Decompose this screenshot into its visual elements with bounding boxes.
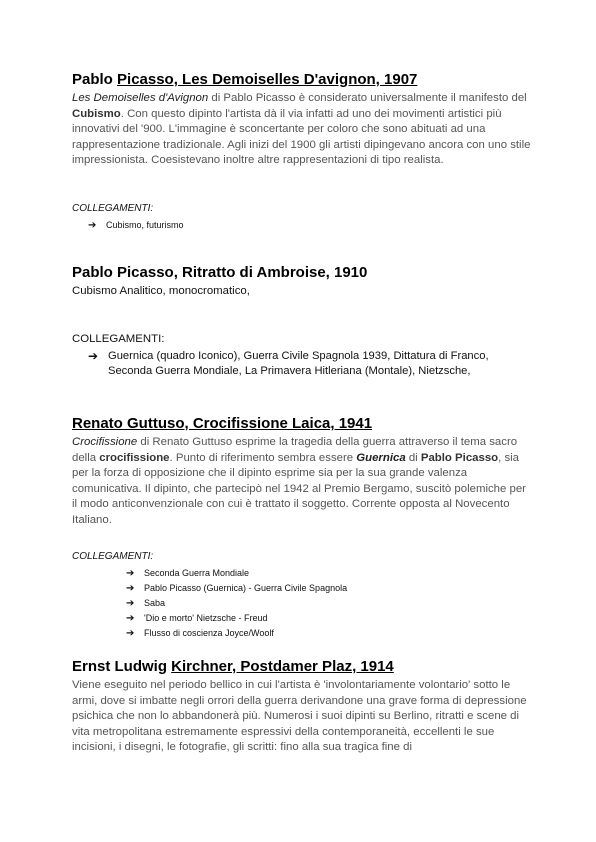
links-block — [72, 203, 532, 233]
bold-text: crocifissione — [99, 451, 170, 464]
list-item-text: Cubismo, futurismo — [106, 220, 184, 230]
section-body: Cubismo Analitico, monocromatico, — [72, 285, 250, 297]
body-text: di — [405, 451, 421, 464]
section-body: Viene eseguito nel periodo bellico in cui l'artista è 'involontariamente volontario' sotto le armi, dove si imbatte negli orrori della guerra derivandone una grave forma di depressione psichica che non lo abbandonerà più. Numerosi i suoi dipinti su Berlino, ritratti e scene di vita metropolitana estremamente espressivi della contemporaneità, eccellenti le sue incisioni, i disegni, le fotografie, gli scritti: fino alla sua tragica fine di — [72, 679, 527, 754]
title-underlined: Picasso, Les Demoiselles D'avignon, 1907 — [117, 71, 418, 88]
links-list — [126, 566, 532, 641]
section-body — [72, 435, 532, 529]
bold-italic-text: Guernica — [356, 451, 406, 464]
list-item — [88, 349, 532, 379]
body-text: di Renato Guttuso esprime la tragedia della guerra attraverso il tema sacro della — [72, 436, 518, 464]
section-kirchner — [72, 658, 532, 756]
section-title — [72, 71, 532, 89]
italic-text: Crocifissione — [72, 436, 138, 448]
body-text: . Punto di riferimento sembra essere — [169, 451, 357, 464]
title-prefix: Pablo — [72, 71, 118, 88]
list-item-text: 'Dio e morto' Nietzsche - Freud — [144, 613, 268, 623]
list-item — [126, 596, 532, 611]
links-label: COLLEGAMENTI: — [72, 203, 154, 214]
arrow-icon: ➔ — [126, 628, 135, 639]
section-title: Renato Guttuso, Crocifissione Laica, 1941 — [72, 415, 373, 432]
section-crocifissione — [72, 415, 532, 529]
body-text: . Con questo dipinto l'artista dà il via infatti ad uno dei movimenti artistici più innovativi del '900. L'immagine è sconcertante per coloro che sono abituati ad una rappresentazione tradizionale. Agli inizi del 1900 gli artisti dipingevano ancora con uno stile impressionista. Coesistevano inoltre altre rappresentazioni di tipo realista. — [72, 107, 531, 167]
list-item-text: Pablo Picasso (Guernica) - Guerra Civile Spagnola — [144, 583, 348, 593]
title-prefix: Ernst Ludwig — [72, 658, 172, 675]
arrow-icon: ➔ — [126, 613, 135, 624]
arrow-icon: ➔ — [126, 583, 135, 594]
list-item — [126, 581, 532, 596]
section-body — [72, 91, 532, 169]
list-item — [126, 626, 532, 641]
links-list — [88, 218, 532, 233]
section-demoiselles — [72, 71, 532, 169]
list-item — [126, 611, 532, 626]
title-underlined: Kirchner, Postdamer Plaz, 1914 — [171, 658, 394, 675]
links-label: COLLEGAMENTI: — [72, 333, 165, 345]
links-list — [88, 349, 532, 379]
list-item-text: Flusso di coscienza Joyce/Woolf — [144, 628, 274, 638]
links-block — [72, 551, 532, 641]
bold-text: Pablo Picasso — [420, 451, 499, 464]
list-item-text: Guernica (quadro Iconico), Guerra Civile Spagnola 1939, Dittatura di Franco, Seconda Guerra Mondiale, La Primavera Hitleriana (Montale), Nietzsche, — [108, 350, 489, 378]
list-item-text: Seconda Guerra Mondiale — [144, 568, 250, 578]
bold-text: Cubismo — [72, 107, 121, 120]
arrow-icon: ➔ — [126, 568, 135, 579]
body-text: , sia per la forza di opposizione che il dipinto esprime sia per la sua grande valenza comunicativa. Il dipinto, che partecipò nel 1942 al Premio Bergamo, suscitò polemiche per il modo anticonvenzionale con cui è trattato il soggetto. Corrente opposta al Novecento Italiano. — [72, 451, 526, 526]
section-ambroise — [72, 264, 532, 300]
section-title: Pablo Picasso, Ritratto di Ambroise, 1910 — [72, 264, 368, 281]
links-label: COLLEGAMENTI: — [72, 551, 154, 562]
arrow-icon: ➔ — [126, 598, 135, 609]
links-block — [72, 332, 532, 379]
arrow-icon: ➔ — [88, 349, 99, 363]
section-title — [72, 658, 532, 676]
body-text: di Pablo Picasso è considerato universalmente il manifesto del — [208, 92, 527, 104]
italic-text: Les Demoiselles d'Avignon — [72, 92, 209, 104]
list-item — [126, 566, 532, 581]
list-item-text: Saba — [144, 598, 166, 608]
list-item — [88, 218, 532, 233]
arrow-icon: ➔ — [88, 220, 97, 231]
